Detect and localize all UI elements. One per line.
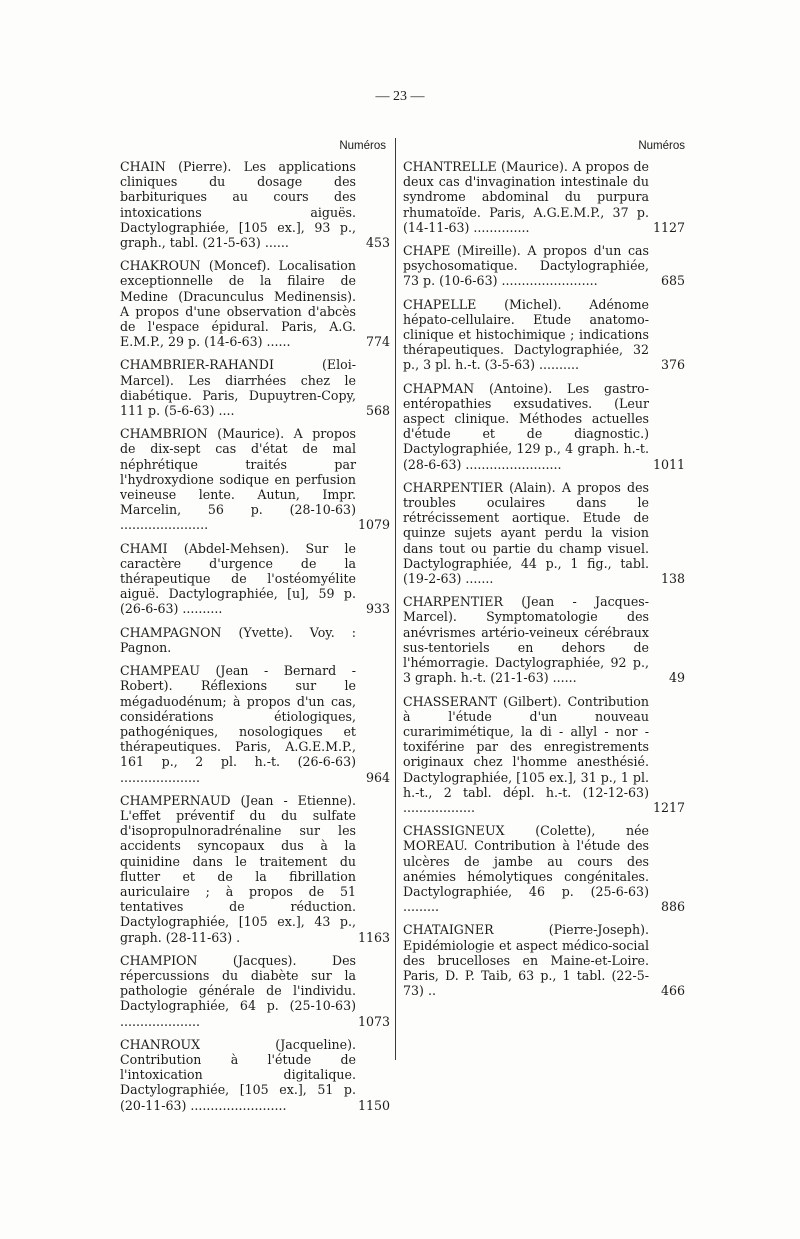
entry-number: 1011 [652, 456, 685, 472]
bibliography-entry [403, 823, 685, 914]
bibliography-entry [120, 258, 390, 349]
bibliography-entry [403, 594, 685, 685]
bibliography-entry [120, 953, 390, 1029]
bibliography-entry [120, 625, 390, 655]
bibliography-entry [403, 159, 685, 235]
entry-number: 774 [365, 334, 390, 350]
entry-number: 376 [660, 357, 685, 373]
entry-number: 1127 [652, 219, 685, 235]
column-header: Numéros [339, 140, 386, 152]
entry-number: 1073 [357, 1013, 390, 1029]
bibliography-entry [403, 480, 685, 586]
bibliography-entry [120, 663, 390, 785]
entry-text: CHARPENTIER (Alain). A propos des troubles oculaires dans le rétrécissement aortique. Etude de quinze sujets ayant perdu la vision dans tout ou partie du champ visuel. Dactylographiée, 44 p., 1 fig., tabl. (19-2-63) ....... [403, 479, 649, 587]
entry-number: 685 [660, 273, 685, 289]
entry-text: CHAPELLE (Michel). Adénome hépato-cellulaire. Etude anatomo-clinique et histochimique ; indications thérapeutiques. Dactylographiée, 32 p., 3 pl. h.-t. (3-5-63) .......... [403, 296, 649, 373]
entry-text: CHAMI (Abdel-Mehsen). Sur le caractère d'urgence de la thérapeutique de l'ostéomyélite aiguë. Dactylographiée, [u], 59 p. (26-6-63) .......... [120, 540, 356, 617]
bibliography-entry [120, 541, 390, 617]
bibliography-entry [403, 381, 685, 472]
bibliography-entry [120, 793, 390, 945]
bibliography-entry [403, 297, 685, 373]
entry-number: 568 [365, 403, 390, 419]
entry-text: CHAMPION (Jacques). Des répercussions du diabète sur la pathologie générale de l'individu. Dactylographiée, 64 p. (25-10-63) .................... [120, 952, 356, 1029]
entry-text: CHANTRELLE (Maurice). A propos de deux cas d'invagination intestinale du syndrome abdominal du purpura rhumatoïde. Paris, A.G.E.M.P., 37 p. (14-11-63) .............. [403, 159, 649, 235]
entry-text: CHAPMAN (Antoine). Les gastro-entéropathies exsudatives. (Leur aspect clinique. Méthodes actuelles d'étude et de diagnostic.) Dactylographiée, 129 p., 4 graph. h.-t. (28-6-63) ........................ [403, 380, 649, 472]
entry-number: 1079 [357, 517, 390, 533]
entry-text: CHASSIGNEUX (Colette), née MOREAU. Contribution à l'étude des ulcères de jambe au cours des anémies hémolytiques congénitales. Dactylographiée, 46 p. (25-6-63) ......... [403, 823, 649, 915]
entry-number: 466 [660, 983, 685, 999]
bibliography-entry [120, 1037, 390, 1113]
entry-text: CHATAIGNER (Pierre-Joseph). Epidémiologie et aspect médico-social des brucelloses en Maine-et-Loire. Paris, D. P. Taib, 63 p., 1 tabl. (22-5-73) .. [403, 922, 649, 999]
entry-number: 49 [668, 670, 685, 686]
entry-text: CHAPE (Mireille). A propos d'un cas psychosomatique. Dactylographiée, 73 p. (10-6-63) ........................ [403, 243, 649, 289]
entry-number: 453 [365, 235, 390, 251]
bibliography-entry [403, 694, 685, 816]
entry-number: 933 [365, 601, 390, 617]
entry-number: 964 [365, 769, 390, 785]
right-column [403, 136, 685, 1006]
entry-text: CHAMPERNAUD (Jean - Etienne). L'effet préventif du du sulfate d'isopropulnoradrénaline sur les accidents syncopaux dus à la quinidine dans le traitement du flutter et de la fibrillation auriculaire ; à propos de 51 tentatives de réduction. Dactylographiée, [105 ex.], 43 p., graph. (28-11-63) . [120, 792, 356, 945]
entry-text: CHASSERANT (Gilbert). Contribution à l'étude d'un nouveau curarimimétique, la di - allyl - nor - toxiférine par des enregistrements originaux chez l'homme anesthésié. Dactylographiée, [105 ex.], 31 p., 1 pl. h.-t., 2 tabl. dépl. h.-t. (12-12-63) .................. [403, 693, 649, 815]
entry-text: CHAMPEAU (Jean - Bernard - Robert). Réflexions sur le mégaduodénum; à propos d'un cas, considérations étiologiques, pathogéniques, nosologiques et thérapeutiques. Paris, A.G.E.M.P., 161 p., 2 pl. h.-t. (26-6-63) .................... [120, 663, 356, 785]
left-column [120, 136, 390, 1121]
entry-number: 1163 [357, 929, 390, 945]
entry-text: CHARPENTIER (Jean - Jacques-Marcel). Symptomatologie des anévrismes artério-veineux cérébraux sus-tentoriels en dehors de l'hémorragie. Dactylographiée, 92 p., 3 graph. h.-t. (21-1-63) ...... [403, 594, 649, 686]
entry-text: CHAIN (Pierre). Les applications cliniques du dosage des barbituriques au cours des intoxications aiguës. Dactylographiée, [105 ex.], 93 p., graph., tabl. (21-5-63) ...... [120, 159, 356, 251]
page-number: — 23 — [375, 89, 425, 104]
bibliography-entry [120, 357, 390, 418]
entry-text: CHANROUX (Jacqueline). Contribution à l'étude de l'intoxication digitalique. Dactylographiée, [105 ex.], 51 p. (20-11-63) ........................ [120, 1036, 356, 1113]
entry-text: CHAMPAGNON (Yvette). Voy. : Pagnon. [120, 624, 356, 655]
column-divider [395, 138, 396, 1060]
bibliography-entry [120, 426, 390, 532]
bibliography-entry [403, 922, 685, 998]
entry-text: CHAMBRIER-RAHANDI (Eloi-Marcel). Les diarrhées chez le diabétique. Paris, Dupuytren-Copy, 111 p. (5-6-63) .... [120, 357, 356, 419]
entry-number: 886 [660, 899, 685, 915]
entry-number: 1217 [652, 799, 685, 815]
entry-text: CHAMBRION (Maurice). A propos de dix-sept cas d'état de mal néphrétique traités par l'hydroxydione sodique en perfusion veineuse lente. Autun, Impr. Marcelin, 56 p. (28-10-63) ...................... [120, 426, 356, 533]
bibliography-entry [120, 159, 390, 250]
column-header: Numéros [638, 140, 685, 152]
entry-number: 1150 [357, 1097, 390, 1113]
entry-text: CHAKROUN (Moncef). Localisation exceptionnelle de la filaire de Medine (Dracunculus Medinensis). A propos d'une observation d'abcès de l'espace épidural. Paris, A.G. E.M.P., 29 p. (14-6-63) ...... [120, 258, 356, 350]
entry-number: 138 [660, 571, 685, 587]
bibliography-entry [403, 243, 685, 289]
